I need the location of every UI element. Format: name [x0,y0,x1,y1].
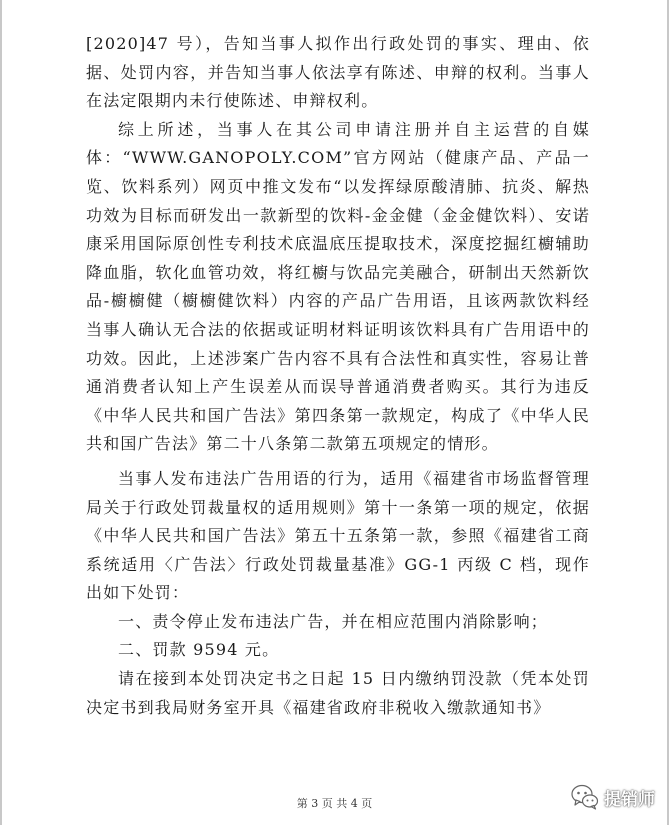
watermark [570,781,655,813]
paragraph-6: 请在接到本处罚决定书之日起 15 日内缴纳罚没款（凭本处罚决定书到我局财务室开具《福建省政府非税收入缴款通知书》 [86,669,590,717]
page-footer: 第 3 页 共 4 页 [296,797,373,810]
paragraph-2: 综上所述，当事人在其公司申请注册并自主运营的自媒体：“WWW.GANOPOLY.COM”官方网站（健康产品、产品一览、饮料系列）网页中推文发布“以发挥绿原酸清肺、抗炎、解热功效为目标而研发出一款新型的饮料-金金健（金金健饮料）、安诺康采用国际原创性专利技术底温底压提取技术，深度挖掘红櫥辅助降血脂，软化血管功效，将红櫥与饮品完美融合，研制出天然新饮品-櫥櫥健（櫥櫥健饮料）内容的产品广告用语，且该两款饮料经当事人确认无合法的依据或证明材料证明该饮料具有广告用语中的功效。因此，上述涉案广告内容不具有合法性和真实性，容易让普通消费者认知上产生误差从而误导普通消费者购买。其行为违反《中华人民共和国广告法》第四条第一款规定，构成了《中华人民共和国广告法》第二十八条第二款第五项规定的情形。 [86,119,590,454]
page-border-left [0,0,2,825]
paragraph-1: [2020]47 号），告知当事人拟作出行政处罚的事实、理由、依据、处罚内容，并告知当事人依法享有陈述、申辩的权利。当事人在法定限期内未行使陈述、申辩权利。 [86,34,590,111]
paragraph-5: 二、罚款 9594 元。 [118,640,280,660]
wechat-bubble-icon [570,782,600,812]
document-body [86,30,590,722]
paragraph-3: 当事人发布违法广告用语的行为，适用《福建省市场监督管理局关于行政处罚裁量权的适用规则》第十一条第一项的规定，依据《中华人民共和国广告法》第五十五条第一款，参照《福建省工商系统适用〈广告法〉行政处罚裁量基准》GG-1 丙级 C 档，现作出如下处罚： [86,468,590,603]
watermark-text: 提销师 [604,789,655,810]
paragraph-4: 一、责令停止发布违法广告，并在相应范围内消除影响； [118,611,549,631]
